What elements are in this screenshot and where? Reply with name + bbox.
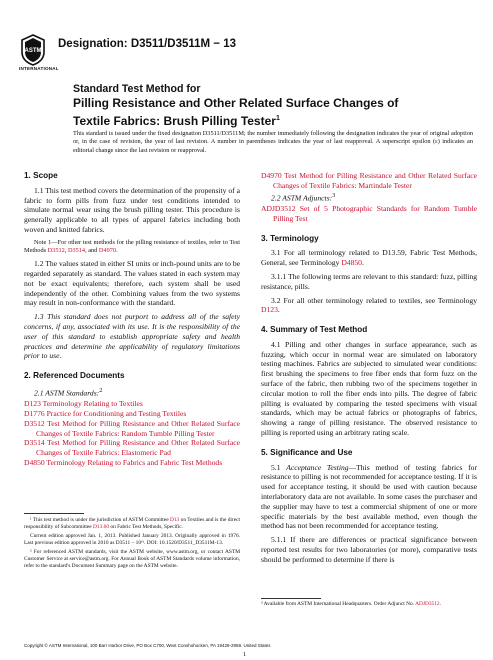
paragraph-1-2: 1.2 The values stated in either SI units or inch-pound units are to be regarded separately as standard. The values stated in each system may not be exact equivalents; therefore, each system shall be used independently of the other. Combining values from the two systems may result in non-conformance with the standard.: [24, 259, 240, 308]
section-heading-referenced-documents: 2. Referenced Documents: [24, 371, 125, 381]
reference-item[interactable]: D4850 Terminology Relating to Fabrics and Fabric Test Methods: [24, 458, 223, 468]
reference-item[interactable]: D123 Terminology Relating to Textiles: [24, 399, 143, 409]
link-d4970[interactable]: D4970: [98, 246, 117, 254]
paragraph-3-1-1: 3.1.1 The following terms are relevant to this standard: fuzz, pilling resistance, pills.: [261, 271, 477, 291]
designation: Designation: D3511/D3511M − 13: [58, 38, 237, 50]
link-d4850[interactable]: D4850: [341, 258, 362, 268]
link-d123[interactable]: D123: [261, 305, 278, 315]
note-1: Note 1—For other test methods for the pilling resistance of textiles, refer to Test Methods D3512, D3514, and D4970.: [24, 238, 240, 254]
paragraph-1-3: 1.3 This standard does not purport to address all of the safety concerns, if any, associated with its use. It is the responsibility of the user of this standard to establish appropriate safety and health practices and determine the applicability of regulatory limitations prior to use.: [24, 312, 240, 361]
adjunct-item[interactable]: ADJD3512 Set of 5 Photographic Standards for Random Tumble Pilling Test: [261, 203, 477, 223]
paragraph-3-2: 3.2 For all other terminology related to textiles, see Terminology D123.: [261, 295, 477, 315]
section-heading-terminology: 3. Terminology: [261, 233, 319, 243]
footnote-2: ² For referenced ASTM standards, visit the ASTM website, www.astm.org, or contact ASTM Customer Service at service@astm.org. For Annual Book of ASTM Standards volume information, refer to the standard's Document Summary page on the ASTM website.: [24, 549, 240, 569]
title-footnote-mark: 1: [275, 115, 280, 122]
section-heading-scope: 1. Scope: [24, 171, 58, 180]
title-line-2: Pilling Resistance and Other Related Surface Changes of: [73, 96, 399, 110]
paragraph-1-1: 1.1 This test method covers the determination of the propensity of a fabric to form pills from fuzz under test conditions intended to simulate normal wear using the brush pilling tester. This procedure is generally applicable to all types of apparel fabrics including both woven and knitted fabrics.: [24, 185, 240, 234]
link-d13[interactable]: D13: [169, 517, 180, 523]
paragraph-4-1: 4.1 Pilling and other changes in surface appearance, such as fuzzing, which occur in normal wear are simulated on laboratory testing machines. Fabrics are subjected to simulated wear conditions: first brushing the specimens to free fiber ends that form fuzz on the surface of the fabric, then rubbing two of the specimens together in circular motion to roll the fiber ends into pills. The degree of fabric pilling is evaluated by comparing the tested specimens with visual standards, which may be actual fabrics or photographs of fabrics, showing a range of pilling resistance. The observed resistance to pilling is reported using an arbitrary rating scale.: [261, 339, 477, 438]
paragraph-5-1-1: 5.1.1 If there are differences or practical significance between reported test results for two laboratories (or more), comparative tests should be performed to determine if there is: [261, 535, 477, 564]
link-d13-60[interactable]: D13.60: [93, 524, 110, 530]
right-column: [261, 171, 477, 569]
reference-item[interactable]: D3514 Test Method for Pilling Resistance and Other Related Surface Changes of Textile Fabrics: Elastomeric Pad: [24, 438, 240, 458]
left-column: [24, 171, 240, 468]
reference-item[interactable]: D3512 Test Method for Pilling Resistance and Other Related Surface Changes of Textile Fabrics: Random Tumble Pilling Tester: [24, 418, 240, 438]
standard-note: This standard is issued under the fixed designation D3511/D3511M; the number immediately following the designation indicates the year of original adoption or, in the case of revision, the year of last revision. A number in parentheses indicates the year of last reapproval. A superscript epsilon (ε) indicates an editorial change since the last revision or reapproval.: [73, 130, 473, 154]
footnotes: [24, 517, 240, 572]
section-heading-summary: 4. Summary of Test Method: [261, 325, 368, 335]
document-title: [73, 82, 473, 129]
copyright-line: Copyright © ASTM International, 100 Barr Harbor Drive, PO Box C700, West Conshohocken, PA 19428-2959. United States: [24, 643, 271, 648]
svg-text:ASTM: ASTM: [24, 48, 42, 54]
reference-item[interactable]: D1776 Practice for Conditioning and Testing Textiles: [24, 409, 187, 419]
paragraph-3-1: 3.1 For all terminology related to D13.59, Fabric Test Methods, General, see Terminology D4850.: [261, 248, 477, 268]
link-adjd3512[interactable]: ADJD3512: [415, 601, 440, 607]
section-heading-significance: 5. Significance and Use: [261, 447, 353, 457]
astm-logo-icon: [20, 34, 46, 66]
footnote-divider: [24, 513, 84, 514]
logo-caption: INTERNATIONAL: [19, 66, 59, 71]
footnote-1-edition: Current edition approved Jan. 1, 2013. Published January 2013. Originally approved in 1976. Last previous edition approved in 2010 as D3511 – 10ᵉ¹. DOI: 10.1520/D3511_D3511M-13.: [24, 533, 240, 546]
paragraph-5-1: 5.1 Acceptance Testing—This method of testing fabrics for resistance to pilling is not recommended for acceptance testing. If it is used for acceptance testing, it should be used with caution because interlaboratory data are not available. In some cases the purchaser and the supplier may have to test a commercial shipment of one or more specific materials by the best available method, even though the method has not been recommended for acceptance testing.: [261, 462, 478, 531]
reference-list: [24, 399, 240, 468]
footnote-divider-right: [261, 598, 321, 599]
page-number: 1: [243, 651, 247, 658]
title-line-1: Standard Test Method for: [73, 83, 201, 95]
title-line-3: Textile Fabrics: Brush Pilling Tester$^1$: [73, 114, 280, 128]
reference-item[interactable]: D4970 Test Method for Pilling Resistance and Other Related Surface Changes of Textile Fabrics: Martindale Tester: [261, 171, 477, 190]
footnote-3: ³ Available from ASTM International Headquarters. Order Adjunct No. ADJD3512.: [261, 601, 441, 607]
link-d3514[interactable]: D3514: [67, 246, 86, 254]
footnote-1: ¹ This test method is under the jurisdiction of ASTM Committee D13 on Textiles and is the direct responsibility of Subcommittee D13.60 on Fabric Test Methods, Specific.: [24, 517, 240, 530]
paragraph-2-1: 2.1 ASTM Standards:$^2$: [34, 386, 103, 398]
paragraph-2-2: 2.2 ASTM Adjuncts:$^3$: [271, 191, 336, 203]
link-d3512[interactable]: D3512: [47, 246, 65, 254]
